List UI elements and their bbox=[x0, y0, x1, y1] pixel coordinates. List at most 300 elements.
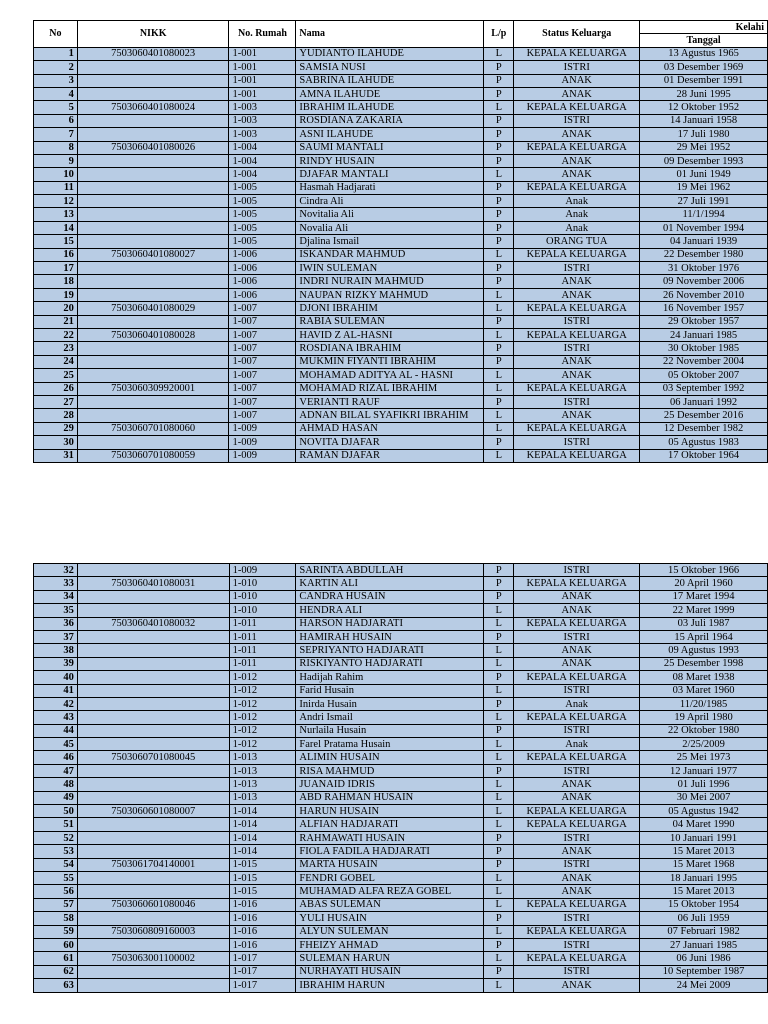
gender-cell: L bbox=[484, 979, 514, 992]
family-register-table-part-1 bbox=[33, 20, 768, 463]
gender-cell: L bbox=[484, 47, 514, 60]
table-row bbox=[34, 671, 768, 684]
house-number-cell: 1-007 bbox=[229, 382, 296, 395]
nikk-cell bbox=[77, 885, 229, 898]
family-status-cell: ANAK bbox=[514, 288, 640, 301]
family-status-cell: Anak bbox=[514, 208, 640, 221]
name-cell: FHEIZY AHMAD bbox=[296, 938, 484, 951]
row-number: 17 bbox=[34, 262, 78, 275]
column-header-no: No bbox=[34, 21, 78, 48]
table-row bbox=[34, 805, 768, 818]
column-header-nama: Nama bbox=[296, 21, 484, 48]
family-status-cell: ANAK bbox=[514, 355, 640, 368]
gender-cell: L bbox=[484, 302, 514, 315]
row-number: 6 bbox=[34, 114, 78, 127]
house-number-cell: 1-001 bbox=[229, 47, 296, 60]
gender-cell: P bbox=[484, 141, 514, 154]
birth-date-cell: 13 Agustus 1965 bbox=[640, 47, 768, 60]
birth-date-cell: 04 Maret 1990 bbox=[640, 818, 768, 831]
family-status-cell: Anak bbox=[514, 738, 640, 751]
name-cell: MUHAMAD ALFA REZA GOBEL bbox=[296, 885, 484, 898]
nikk-cell bbox=[77, 979, 229, 992]
nikk-cell bbox=[77, 697, 229, 710]
name-cell: ALYUN SULEMAN bbox=[296, 925, 484, 938]
house-number-cell: 1-007 bbox=[229, 369, 296, 382]
birth-date-cell: 2/25/2009 bbox=[640, 738, 768, 751]
table-row bbox=[34, 979, 768, 992]
family-status-cell: KEPALA KELUARGA bbox=[514, 711, 640, 724]
house-number-cell: 1-004 bbox=[229, 168, 296, 181]
nikk-cell bbox=[77, 181, 229, 194]
table-row bbox=[34, 168, 768, 181]
birth-date-cell: 26 November 2010 bbox=[640, 288, 768, 301]
gender-cell: L bbox=[484, 604, 514, 617]
house-number-cell: 1-007 bbox=[229, 355, 296, 368]
family-status-cell: ISTRI bbox=[514, 395, 640, 408]
birth-date-cell: 09 November 2006 bbox=[640, 275, 768, 288]
table-row bbox=[34, 751, 768, 764]
house-number-cell: 1-013 bbox=[229, 778, 296, 791]
row-number: 18 bbox=[34, 275, 78, 288]
gender-cell: L bbox=[484, 898, 514, 911]
nikk-cell bbox=[77, 409, 229, 422]
house-number-cell: 1-012 bbox=[229, 697, 296, 710]
name-cell: SABRINA ILAHUDE bbox=[296, 74, 484, 87]
house-number-cell: 1-005 bbox=[229, 235, 296, 248]
table-row bbox=[34, 302, 768, 315]
nikk-cell bbox=[77, 235, 229, 248]
name-cell: IBRAHIM HARUN bbox=[296, 979, 484, 992]
row-number: 47 bbox=[34, 764, 78, 777]
nikk-cell: 7503060809160003 bbox=[77, 925, 229, 938]
family-status-cell: KEPALA KELUARGA bbox=[514, 101, 640, 114]
nikk-cell bbox=[77, 818, 229, 831]
row-number: 9 bbox=[34, 154, 78, 167]
house-number-cell: 1-016 bbox=[229, 898, 296, 911]
birth-date-cell: 30 Mei 2007 bbox=[640, 791, 768, 804]
table-row bbox=[34, 818, 768, 831]
house-number-cell: 1-006 bbox=[229, 288, 296, 301]
house-number-cell: 1-015 bbox=[229, 885, 296, 898]
nikk-cell: 7503060401080023 bbox=[77, 47, 229, 60]
name-cell: JUANAID IDRIS bbox=[296, 778, 484, 791]
nikk-cell bbox=[77, 128, 229, 141]
table-row bbox=[34, 724, 768, 737]
nikk-cell bbox=[77, 871, 229, 884]
table-row bbox=[34, 382, 768, 395]
house-number-cell: 1-003 bbox=[229, 114, 296, 127]
nikk-cell bbox=[77, 724, 229, 737]
column-header-tanggal: Tanggal bbox=[640, 34, 768, 47]
birth-date-cell: 03 Maret 1960 bbox=[640, 684, 768, 697]
name-cell: IWIN SULEMAN bbox=[296, 262, 484, 275]
table-row bbox=[34, 657, 768, 670]
birth-date-cell: 09 Desember 1993 bbox=[640, 154, 768, 167]
nikk-cell: 7503060401080024 bbox=[77, 101, 229, 114]
birth-date-cell: 18 Januari 1995 bbox=[640, 871, 768, 884]
row-number: 58 bbox=[34, 912, 78, 925]
birth-date-cell: 15 April 1964 bbox=[640, 630, 768, 643]
name-cell: Andri Ismail bbox=[296, 711, 484, 724]
row-number: 35 bbox=[34, 604, 78, 617]
family-status-cell: Anak bbox=[514, 697, 640, 710]
family-status-cell: ISTRI bbox=[514, 858, 640, 871]
table-row bbox=[34, 617, 768, 630]
name-cell: ASNI ILAHUDE bbox=[296, 128, 484, 141]
birth-date-cell: 24 Mei 2009 bbox=[640, 979, 768, 992]
family-status-cell: KEPALA KELUARGA bbox=[514, 248, 640, 261]
house-number-cell: 1-006 bbox=[229, 248, 296, 261]
house-number-cell: 1-013 bbox=[229, 751, 296, 764]
table-row bbox=[34, 965, 768, 978]
birth-date-cell: 29 Mei 1952 bbox=[640, 141, 768, 154]
nikk-cell bbox=[77, 195, 229, 208]
table-row bbox=[34, 342, 768, 355]
birth-date-cell: 15 Oktober 1954 bbox=[640, 898, 768, 911]
table-row bbox=[34, 577, 768, 590]
row-number: 43 bbox=[34, 711, 78, 724]
birth-date-cell: 19 April 1980 bbox=[640, 711, 768, 724]
row-number: 3 bbox=[34, 74, 78, 87]
birth-date-cell: 28 Juni 1995 bbox=[640, 87, 768, 100]
row-number: 54 bbox=[34, 858, 78, 871]
birth-date-cell: 10 September 1987 bbox=[640, 965, 768, 978]
name-cell: ADNAN BILAL SYAFIKRI IBRAHIM bbox=[296, 409, 484, 422]
family-status-cell: ANAK bbox=[514, 657, 640, 670]
gender-cell: L bbox=[484, 805, 514, 818]
house-number-cell: 1-007 bbox=[229, 409, 296, 422]
table-row bbox=[34, 61, 768, 74]
gender-cell: P bbox=[484, 858, 514, 871]
gender-cell: P bbox=[484, 845, 514, 858]
family-status-cell: KEPALA KELUARGA bbox=[514, 818, 640, 831]
nikk-cell: 7503060401080027 bbox=[77, 248, 229, 261]
house-number-cell: 1-011 bbox=[229, 657, 296, 670]
table-row bbox=[34, 248, 768, 261]
row-number: 10 bbox=[34, 168, 78, 181]
nikk-cell bbox=[77, 657, 229, 670]
gender-cell: L bbox=[484, 657, 514, 670]
birth-date-cell: 01 Desember 1991 bbox=[640, 74, 768, 87]
house-number-cell: 1-017 bbox=[229, 979, 296, 992]
row-number: 41 bbox=[34, 684, 78, 697]
gender-cell: L bbox=[484, 101, 514, 114]
family-status-cell: ISTRI bbox=[514, 912, 640, 925]
row-number: 30 bbox=[34, 436, 78, 449]
row-number: 37 bbox=[34, 630, 78, 643]
house-number-cell: 1-014 bbox=[229, 805, 296, 818]
column-header-nikk: NIKK bbox=[77, 21, 229, 48]
table-row bbox=[34, 141, 768, 154]
birth-date-cell: 19 Mei 1962 bbox=[640, 181, 768, 194]
gender-cell: L bbox=[484, 617, 514, 630]
row-number: 63 bbox=[34, 979, 78, 992]
family-status-cell: ANAK bbox=[514, 885, 640, 898]
house-number-cell: 1-012 bbox=[229, 711, 296, 724]
nikk-cell bbox=[77, 791, 229, 804]
nikk-cell bbox=[77, 395, 229, 408]
gender-cell: P bbox=[484, 630, 514, 643]
name-cell: YUDIANTO ILAHUDE bbox=[296, 47, 484, 60]
table-body-part-1 bbox=[34, 47, 768, 462]
nikk-cell: 7503060701080059 bbox=[77, 449, 229, 462]
gender-cell: P bbox=[484, 564, 514, 577]
birth-date-cell: 01 Juni 1949 bbox=[640, 168, 768, 181]
row-number: 60 bbox=[34, 938, 78, 951]
name-cell: HENDRA ALI bbox=[296, 604, 484, 617]
birth-date-cell: 15 Maret 2013 bbox=[640, 845, 768, 858]
family-status-cell: ISTRI bbox=[514, 342, 640, 355]
birth-date-cell: 20 April 1960 bbox=[640, 577, 768, 590]
house-number-cell: 1-010 bbox=[229, 604, 296, 617]
gender-cell: P bbox=[484, 275, 514, 288]
birth-date-cell: 25 Mei 1973 bbox=[640, 751, 768, 764]
row-number: 25 bbox=[34, 369, 78, 382]
gender-cell: P bbox=[484, 724, 514, 737]
nikk-cell bbox=[77, 288, 229, 301]
family-status-cell: ANAK bbox=[514, 87, 640, 100]
house-number-cell: 1-009 bbox=[229, 564, 296, 577]
name-cell: HAVID Z AL-HASNI bbox=[296, 328, 484, 341]
name-cell: Hadijah Rahim bbox=[296, 671, 484, 684]
family-status-cell: ISTRI bbox=[514, 262, 640, 275]
birth-date-cell: 27 Juli 1991 bbox=[640, 195, 768, 208]
birth-date-cell: 09 Agustus 1993 bbox=[640, 644, 768, 657]
name-cell: HAMIRAH HUSAIN bbox=[296, 630, 484, 643]
gender-cell: P bbox=[484, 938, 514, 951]
row-number: 51 bbox=[34, 818, 78, 831]
name-cell: YULI HUSAIN bbox=[296, 912, 484, 925]
name-cell: RAMAN DJAFAR bbox=[296, 449, 484, 462]
family-status-cell: ANAK bbox=[514, 845, 640, 858]
row-number: 50 bbox=[34, 805, 78, 818]
gender-cell: L bbox=[484, 885, 514, 898]
name-cell: RAHMAWATI HUSAIN bbox=[296, 831, 484, 844]
nikk-cell bbox=[77, 342, 229, 355]
gender-cell: L bbox=[484, 369, 514, 382]
gender-cell: L bbox=[484, 791, 514, 804]
table-body-part-2 bbox=[34, 564, 768, 993]
birth-date-cell: 31 Oktober 1976 bbox=[640, 262, 768, 275]
nikk-cell bbox=[77, 168, 229, 181]
birth-date-cell: 06 Juni 1986 bbox=[640, 952, 768, 965]
house-number-cell: 1-009 bbox=[229, 436, 296, 449]
family-status-cell: ANAK bbox=[514, 590, 640, 603]
house-number-cell: 1-015 bbox=[229, 858, 296, 871]
gender-cell: P bbox=[484, 697, 514, 710]
gender-cell: L bbox=[484, 382, 514, 395]
table-row bbox=[34, 262, 768, 275]
house-number-cell: 1-016 bbox=[229, 938, 296, 951]
nikk-cell: 7503060401080029 bbox=[77, 302, 229, 315]
house-number-cell: 1-007 bbox=[229, 395, 296, 408]
nikk-cell bbox=[77, 208, 229, 221]
name-cell: Hasmah Hadjarati bbox=[296, 181, 484, 194]
table-row bbox=[34, 925, 768, 938]
house-number-cell: 1-016 bbox=[229, 925, 296, 938]
row-number: 34 bbox=[34, 590, 78, 603]
table-row bbox=[34, 288, 768, 301]
family-status-cell: KEPALA KELUARGA bbox=[514, 617, 640, 630]
name-cell: ALIMIN HUSAIN bbox=[296, 751, 484, 764]
nikk-cell bbox=[77, 315, 229, 328]
house-number-cell: 1-001 bbox=[229, 87, 296, 100]
nikk-cell bbox=[77, 61, 229, 74]
family-status-cell: ISTRI bbox=[514, 315, 640, 328]
name-cell: ISKANDAR MAHMUD bbox=[296, 248, 484, 261]
name-cell: SARINTA ABDULLAH bbox=[296, 564, 484, 577]
nikk-cell bbox=[77, 221, 229, 234]
gender-cell: L bbox=[484, 328, 514, 341]
name-cell: Inirda Husain bbox=[296, 697, 484, 710]
house-number-cell: 1-009 bbox=[229, 422, 296, 435]
table-row bbox=[34, 181, 768, 194]
house-number-cell: 1-015 bbox=[229, 871, 296, 884]
row-number: 39 bbox=[34, 657, 78, 670]
birth-date-cell: 07 Februari 1982 bbox=[640, 925, 768, 938]
house-number-cell: 1-017 bbox=[229, 965, 296, 978]
gender-cell: L bbox=[484, 952, 514, 965]
gender-cell: L bbox=[484, 449, 514, 462]
birth-date-cell: 03 Juli 1987 bbox=[640, 617, 768, 630]
name-cell: RISA MAHMUD bbox=[296, 764, 484, 777]
row-number: 28 bbox=[34, 409, 78, 422]
gender-cell: P bbox=[484, 436, 514, 449]
table-row bbox=[34, 275, 768, 288]
birth-date-cell: 27 Januari 1985 bbox=[640, 938, 768, 951]
gender-cell: L bbox=[484, 778, 514, 791]
name-cell: SULEMAN HARUN bbox=[296, 952, 484, 965]
name-cell: MARTA HUSAIN bbox=[296, 858, 484, 871]
birth-date-cell: 16 November 1957 bbox=[640, 302, 768, 315]
house-number-cell: 1-007 bbox=[229, 342, 296, 355]
table-row bbox=[34, 644, 768, 657]
name-cell: MOHAMAD RIZAL IBRAHIM bbox=[296, 382, 484, 395]
row-number: 23 bbox=[34, 342, 78, 355]
row-number: 55 bbox=[34, 871, 78, 884]
nikk-cell bbox=[77, 74, 229, 87]
table-row bbox=[34, 630, 768, 643]
house-number-cell: 1-009 bbox=[229, 449, 296, 462]
name-cell: Farel Pratama Husain bbox=[296, 738, 484, 751]
house-number-cell: 1-014 bbox=[229, 845, 296, 858]
row-number: 48 bbox=[34, 778, 78, 791]
family-status-cell: ANAK bbox=[514, 791, 640, 804]
house-number-cell: 1-011 bbox=[229, 630, 296, 643]
birth-date-cell: 25 Desember 1998 bbox=[640, 657, 768, 670]
name-cell: RISKIYANTO HADJARATI bbox=[296, 657, 484, 670]
birth-date-cell: 12 Desember 1982 bbox=[640, 422, 768, 435]
row-number: 46 bbox=[34, 751, 78, 764]
birth-date-cell: 15 Maret 2013 bbox=[640, 885, 768, 898]
birth-date-cell: 12 Oktober 1952 bbox=[640, 101, 768, 114]
house-number-cell: 1-011 bbox=[229, 617, 296, 630]
row-number: 38 bbox=[34, 644, 78, 657]
nikk-cell bbox=[77, 764, 229, 777]
table-row bbox=[34, 885, 768, 898]
name-cell: SAMSIA NUSI bbox=[296, 61, 484, 74]
nikk-cell bbox=[77, 87, 229, 100]
family-status-cell: KEPALA KELUARGA bbox=[514, 141, 640, 154]
birth-date-cell: 25 Desember 2016 bbox=[640, 409, 768, 422]
house-number-cell: 1-011 bbox=[229, 644, 296, 657]
row-number: 53 bbox=[34, 845, 78, 858]
birth-date-cell: 15 Oktober 1966 bbox=[640, 564, 768, 577]
row-number: 56 bbox=[34, 885, 78, 898]
gender-cell: P bbox=[484, 355, 514, 368]
family-status-cell: ANAK bbox=[514, 644, 640, 657]
nikk-cell bbox=[77, 778, 229, 791]
birth-date-cell: 11/20/1985 bbox=[640, 697, 768, 710]
birth-date-cell: 05 Agustus 1983 bbox=[640, 436, 768, 449]
gender-cell: L bbox=[484, 738, 514, 751]
row-number: 1 bbox=[34, 47, 78, 60]
family-status-cell: ANAK bbox=[514, 871, 640, 884]
birth-date-cell: 05 Agustus 1942 bbox=[640, 805, 768, 818]
gender-cell: P bbox=[484, 61, 514, 74]
table-row bbox=[34, 938, 768, 951]
birth-date-cell: 03 September 1992 bbox=[640, 382, 768, 395]
table-row bbox=[34, 858, 768, 871]
name-cell: RABIA SULEMAN bbox=[296, 315, 484, 328]
nikk-cell: 7503060701080045 bbox=[77, 751, 229, 764]
row-number: 62 bbox=[34, 965, 78, 978]
name-cell: Farid Husain bbox=[296, 684, 484, 697]
house-number-cell: 1-007 bbox=[229, 328, 296, 341]
row-number: 32 bbox=[34, 564, 78, 577]
row-number: 8 bbox=[34, 141, 78, 154]
table-row bbox=[34, 791, 768, 804]
nikk-cell: 7503060401080026 bbox=[77, 141, 229, 154]
birth-date-cell: 06 Juli 1959 bbox=[640, 912, 768, 925]
birth-date-cell: 04 Januari 1939 bbox=[640, 235, 768, 248]
gender-cell: P bbox=[484, 154, 514, 167]
family-status-cell: KEPALA KELUARGA bbox=[514, 328, 640, 341]
row-number: 15 bbox=[34, 235, 78, 248]
name-cell: MOHAMAD ADITYA AL - HASNI bbox=[296, 369, 484, 382]
table-row bbox=[34, 74, 768, 87]
gender-cell: P bbox=[484, 208, 514, 221]
table-row bbox=[34, 436, 768, 449]
table-row bbox=[34, 101, 768, 114]
row-number: 2 bbox=[34, 61, 78, 74]
house-number-cell: 1-016 bbox=[229, 912, 296, 925]
table-row bbox=[34, 328, 768, 341]
house-number-cell: 1-001 bbox=[229, 61, 296, 74]
family-status-cell: ISTRI bbox=[514, 630, 640, 643]
nikk-cell bbox=[77, 114, 229, 127]
house-number-cell: 1-004 bbox=[229, 141, 296, 154]
gender-cell: L bbox=[484, 711, 514, 724]
nikk-cell bbox=[77, 564, 229, 577]
birth-date-cell: 05 Oktober 2007 bbox=[640, 369, 768, 382]
row-number: 19 bbox=[34, 288, 78, 301]
name-cell: Nurlaila Husain bbox=[296, 724, 484, 737]
name-cell: AMNA ILAHUDE bbox=[296, 87, 484, 100]
table-row bbox=[34, 128, 768, 141]
nikk-cell: 7503063001100002 bbox=[77, 952, 229, 965]
family-status-cell: ANAK bbox=[514, 409, 640, 422]
birth-date-cell: 30 Oktober 1985 bbox=[640, 342, 768, 355]
family-status-cell: KEPALA KELUARGA bbox=[514, 181, 640, 194]
table-row bbox=[34, 395, 768, 408]
family-status-cell: ISTRI bbox=[514, 724, 640, 737]
row-number: 31 bbox=[34, 449, 78, 462]
family-status-cell: ANAK bbox=[514, 604, 640, 617]
row-number: 61 bbox=[34, 952, 78, 965]
gender-cell: P bbox=[484, 315, 514, 328]
family-status-cell: KEPALA KELUARGA bbox=[514, 898, 640, 911]
